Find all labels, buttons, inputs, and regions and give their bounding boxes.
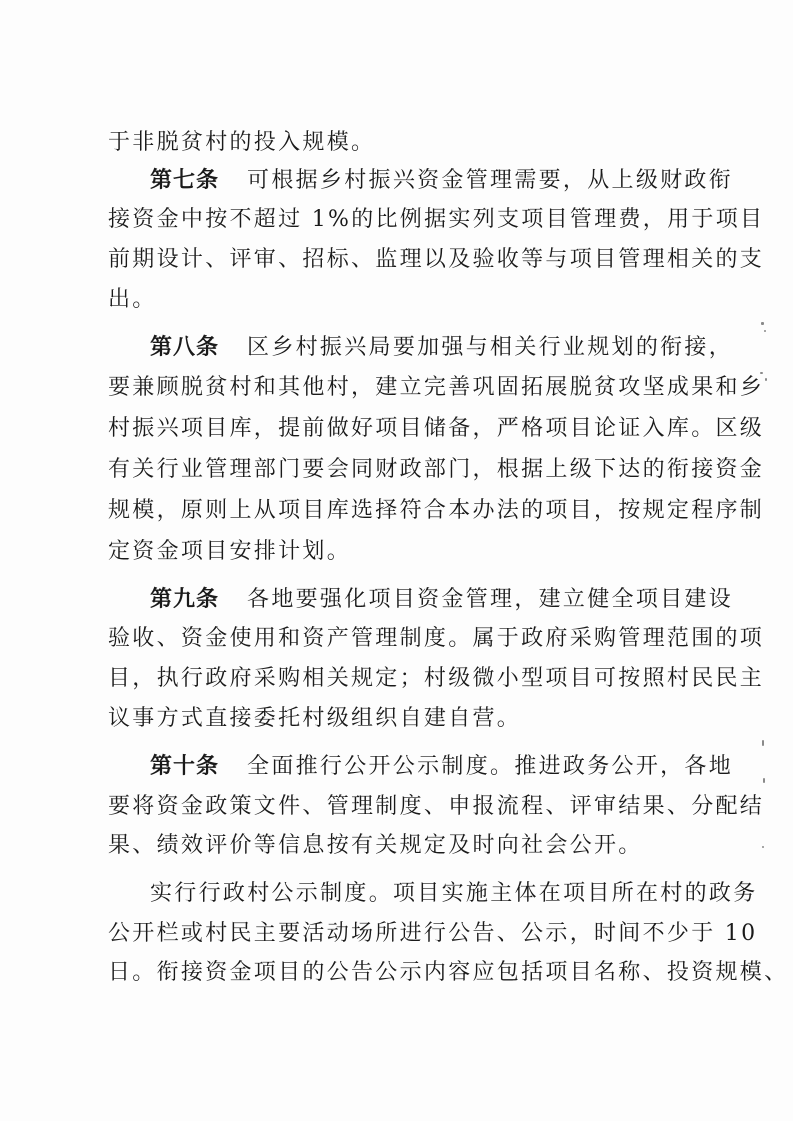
article-8-first-line	[150, 333, 733, 363]
paragraph-line: 各地要强化项目资金管理，建立健全项目建设	[247, 587, 734, 612]
paragraph-line: 议事方式直接委托村级组织自建自营。	[108, 706, 522, 731]
scan-speck	[762, 846, 764, 848]
scan-speck	[763, 778, 765, 783]
paragraph-line: 验收、资金使用和资产管理制度。属于政府采购管理范围的项	[108, 626, 765, 651]
paragraph-line: 村振兴项目库，提前做好项目储备，严格项目论证入库。区级	[108, 416, 765, 441]
article-7-heading: 第七条	[150, 168, 220, 193]
paragraph-line: 有关行业管理部门要会同财政部门，根据上级下达的衔接资金	[108, 457, 765, 482]
paragraph-line: 要兼顾脱贫村和其他村，建立完善巩固拓展脱贫攻坚成果和乡	[108, 375, 765, 400]
paragraph-line: 果、绩效评价等信息按有关规定及时向社会公开。	[108, 833, 643, 858]
paragraph-line: 于非脱贫村的投入规模。	[108, 130, 376, 155]
scan-speck	[761, 322, 764, 325]
paragraph-line: 日。衔接资金项目的公告公示内容应包括项目名称、投资规模、	[108, 960, 789, 985]
article-10-first-line	[150, 752, 733, 782]
paragraph-line: 定资金项目安排计划。	[108, 539, 352, 564]
paragraph-line: 接资金中按不超过 1%的比例据实列支项目管理费，用于项目	[108, 207, 765, 232]
article-10-heading: 第十条	[150, 754, 220, 779]
paragraph-line: 区乡村振兴局要加强与相关行业规划的衔接，	[247, 335, 734, 360]
paragraph-line: 规模，原则上从项目库选择符合本办法的项目，按规定程序制	[108, 498, 765, 523]
paragraph-line: 全面推行公开公示制度。推进政务公开，各地	[247, 754, 734, 779]
paragraph-line: 出。	[108, 287, 157, 312]
paragraph-line: 公开栏或村民主要活动场所进行公告、公示，时间不少于 10	[108, 921, 758, 946]
article-7-first-line	[150, 166, 733, 196]
paragraph-line: 目，执行政府采购相关规定；村级微小型项目可按照村民民主	[108, 666, 765, 691]
paragraph-line: 实行行政村公示制度。项目实施主体在项目所在村的政务	[150, 881, 758, 906]
scan-speck	[765, 378, 767, 381]
article-9-first-line	[150, 585, 733, 615]
article-8-heading: 第八条	[150, 335, 220, 360]
article-9-heading: 第九条	[150, 587, 220, 612]
paragraph-line: 前期设计、评审、招标、监理以及验收等与项目管理相关的支	[108, 247, 765, 272]
scan-speck	[764, 330, 766, 332]
paragraph-line: 可根据乡村振兴资金管理需要，从上级财政衔	[247, 168, 734, 193]
scan-speck	[762, 740, 764, 746]
paragraph-line: 要将资金政策文件、管理制度、申报流程、评审结果、分配结	[108, 794, 765, 819]
scan-speck	[760, 372, 763, 374]
